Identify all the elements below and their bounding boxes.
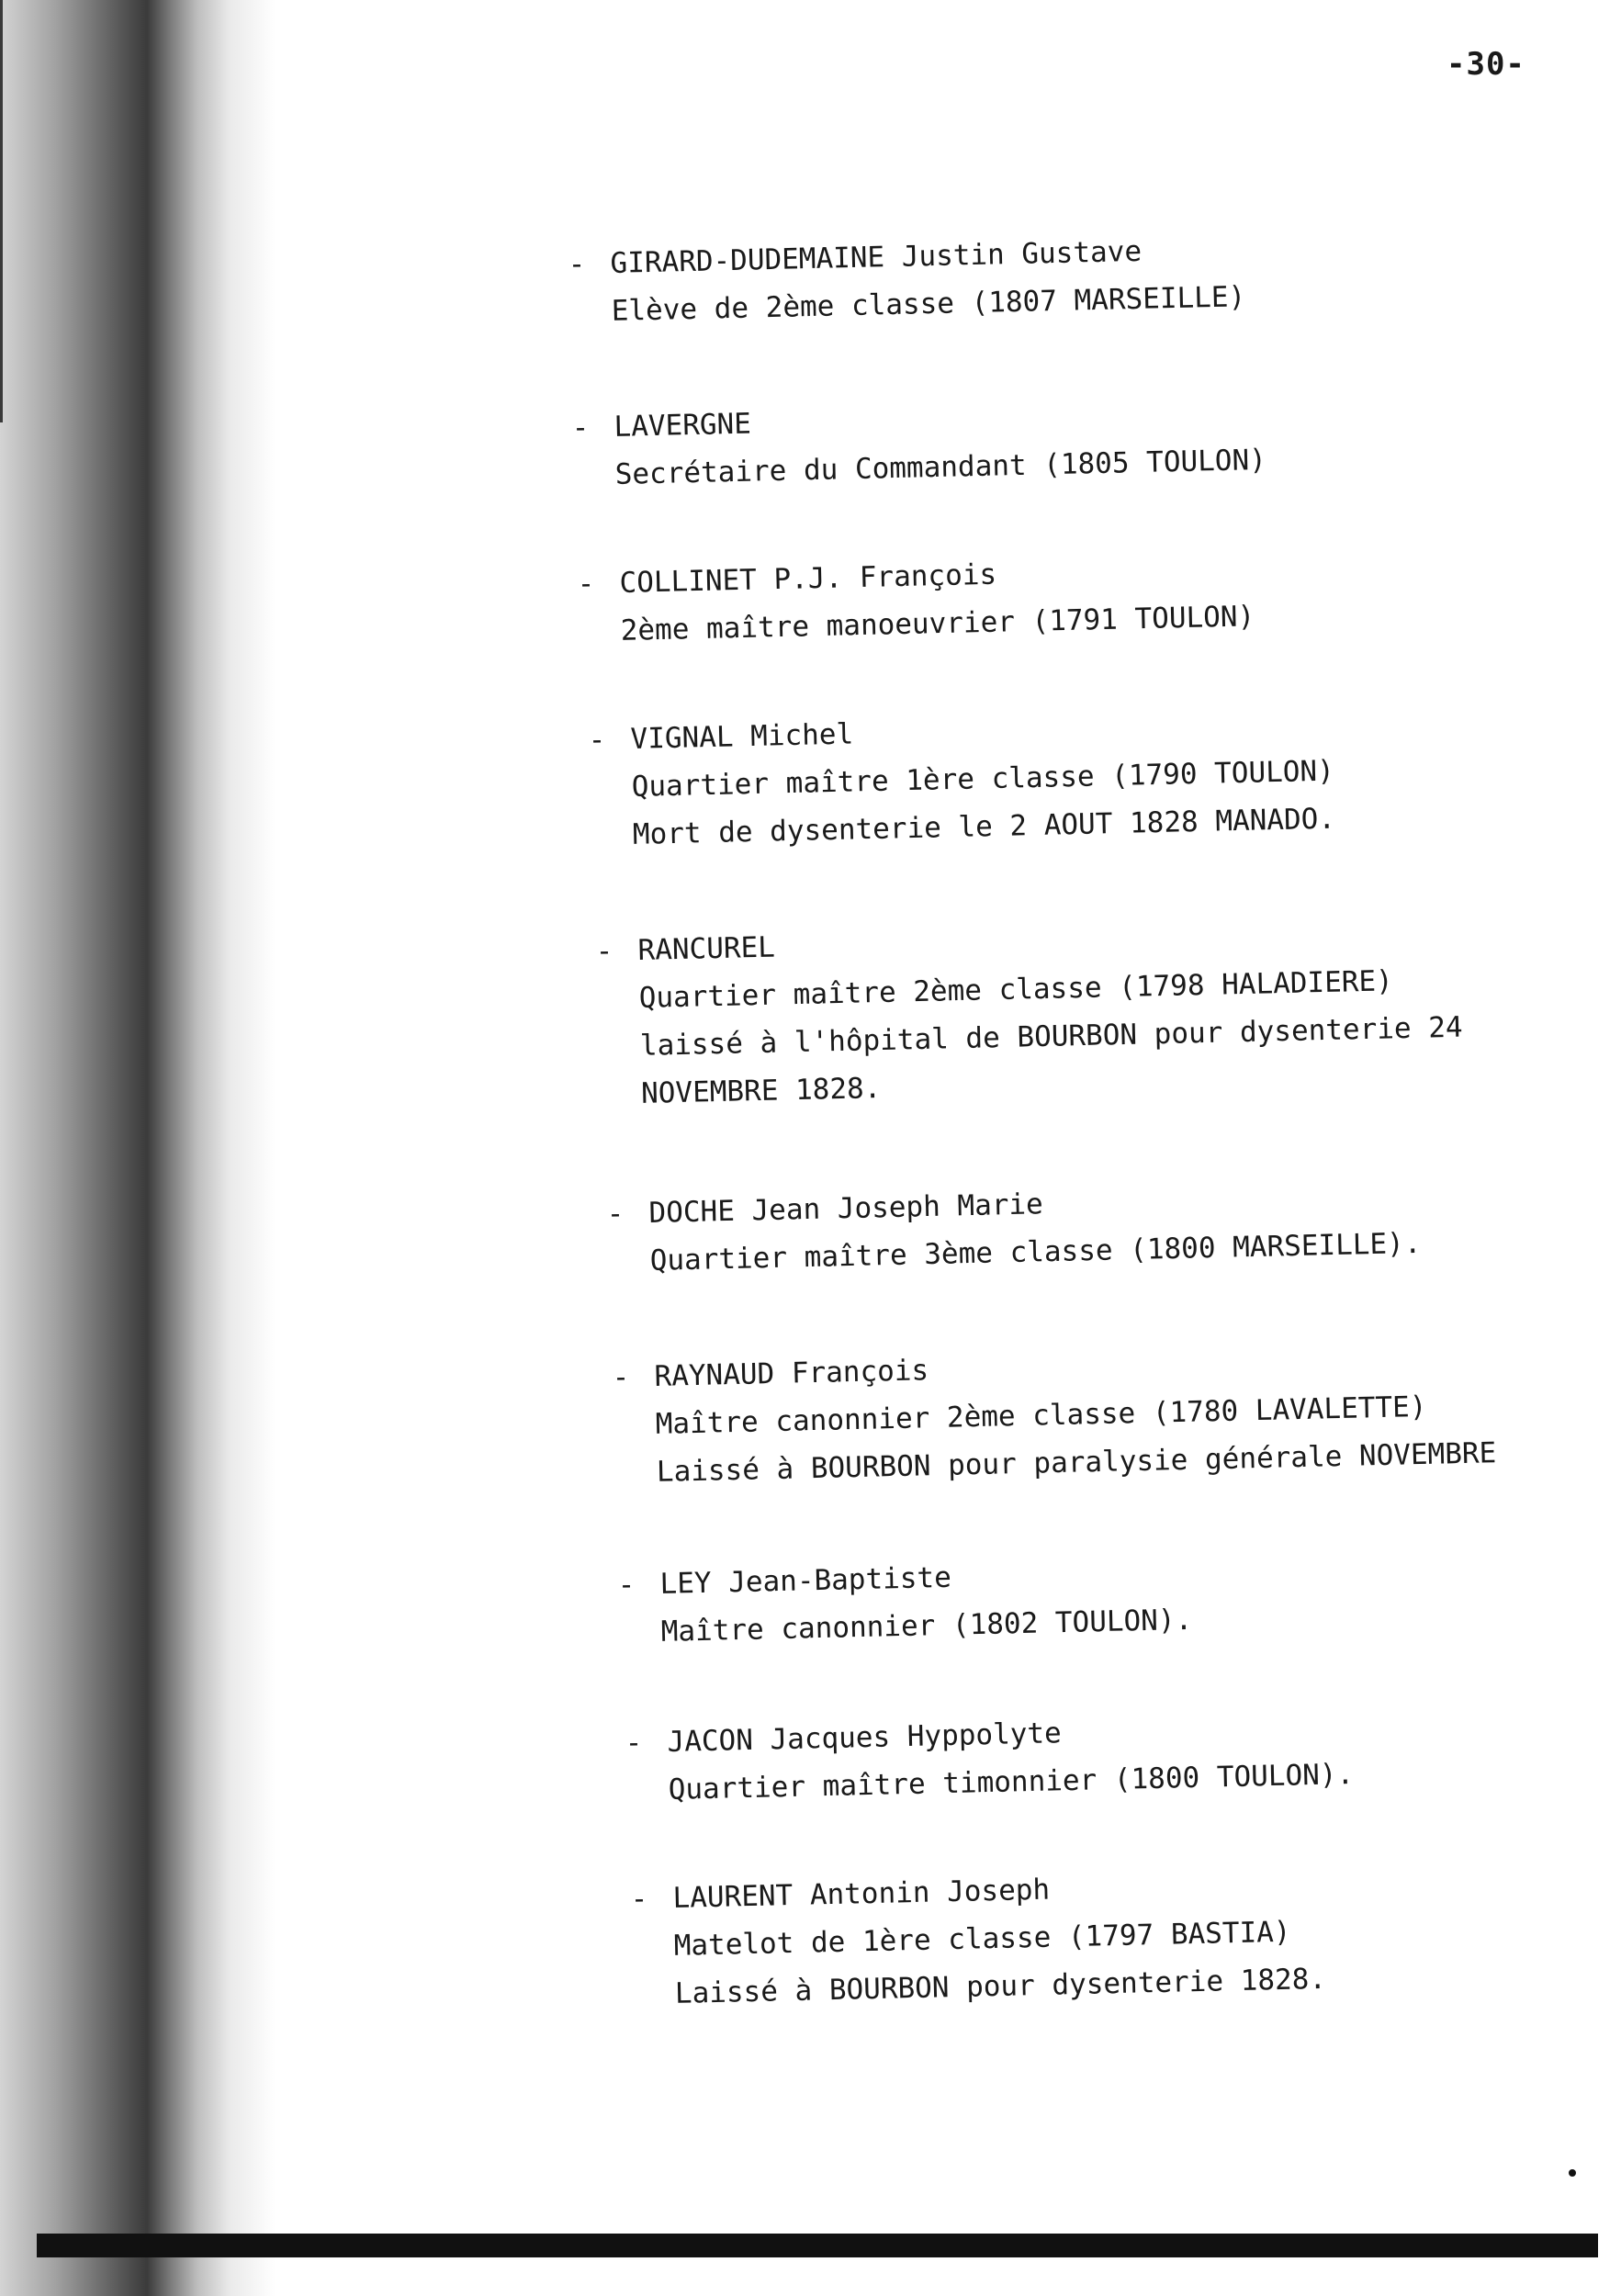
list-dash: - <box>617 1568 636 1602</box>
ink-dot <box>1569 2169 1576 2177</box>
entry-detail: Quartier maître 1ère classe (1790 TOULON) <box>631 754 1335 804</box>
entry-name: VIGNAL Michel <box>630 717 854 756</box>
entry-detail: Maître canonnier (1802 TOULON). <box>660 1603 1193 1649</box>
entry-name: DOCHE Jean Joseph Marie <box>648 1187 1044 1230</box>
scan-binding-shadow <box>0 0 276 2296</box>
entry-detail: Mort de dysenterie le 2 AOUT 1828 MANADO. <box>632 802 1336 851</box>
list-dash: - <box>612 1360 630 1394</box>
crew-entry <box>571 388 1266 500</box>
entry-name: JACON Jacques Hyppolyte <box>667 1716 1063 1759</box>
entry-detail: Quartier maître 3ème classe (1800 MARSEILLE). <box>649 1226 1422 1277</box>
entry-name: LAVERGNE <box>614 407 752 444</box>
entry-detail: laissé à l'hôpital de BOURBON pour dysenterie 24 <box>639 1010 1463 1063</box>
entry-detail: NOVEMBRE 1828. <box>640 1071 882 1110</box>
list-dash: - <box>625 1726 643 1760</box>
entry-detail: Laissé à BOURBON pour paralysie générale NOVEMBRE <box>656 1436 1497 1489</box>
list-dash: - <box>571 411 590 445</box>
crew-entry <box>577 545 1255 656</box>
entry-detail: 2ème maître manoeuvrier (1791 TOULON) <box>620 600 1255 647</box>
entry-name: GIRARD-DUDEMAINE Justin Gustave <box>610 234 1143 280</box>
entry-detail: Quartier maître 2ème classe (1798 HALADIERE) <box>638 964 1394 1015</box>
list-dash: - <box>588 723 606 757</box>
entry-name: COLLINET P.J. François <box>619 557 997 600</box>
page-number: -30- <box>1447 46 1525 83</box>
list-dash: - <box>606 1197 625 1231</box>
entry-detail: Secrétaire du Commandant (1805 TOULON) <box>614 443 1267 491</box>
entry-name: RAYNAUD François <box>654 1354 929 1393</box>
scan-bottom-edge <box>37 2234 1598 2257</box>
crew-entry <box>606 1172 1422 1286</box>
scan-edge-line <box>0 0 3 422</box>
crew-entry <box>630 1860 1327 2019</box>
entry-detail: Elève de 2ème classe (1807 MARSEILLE) <box>611 280 1246 328</box>
list-dash: - <box>577 567 595 601</box>
entry-detail: Matelot de 1ère classe (1797 BASTIA) <box>673 1915 1291 1963</box>
crew-entry <box>595 908 1464 1119</box>
entry-name: LEY Jean-Baptiste <box>659 1560 952 1601</box>
entry-name: LAURENT Antonin Joseph <box>672 1873 1051 1915</box>
crew-entry <box>617 1548 1193 1657</box>
entry-detail: Quartier maître timonnier (1800 TOULON). <box>668 1758 1355 1806</box>
crew-entry <box>612 1334 1497 1497</box>
entry-name: RANCUREL <box>637 930 776 967</box>
list-dash: - <box>568 247 586 281</box>
list-dash: - <box>630 1882 648 1916</box>
entry-detail: Maître canonnier 2ème classe (1780 LAVALETTE) <box>655 1390 1427 1441</box>
crew-entry <box>588 700 1336 860</box>
crew-entry <box>568 225 1246 336</box>
entry-detail: Laissé à BOURBON pour dysenterie 1828. <box>674 1962 1327 2010</box>
crew-entry <box>625 1703 1355 1815</box>
list-dash: - <box>595 934 614 968</box>
